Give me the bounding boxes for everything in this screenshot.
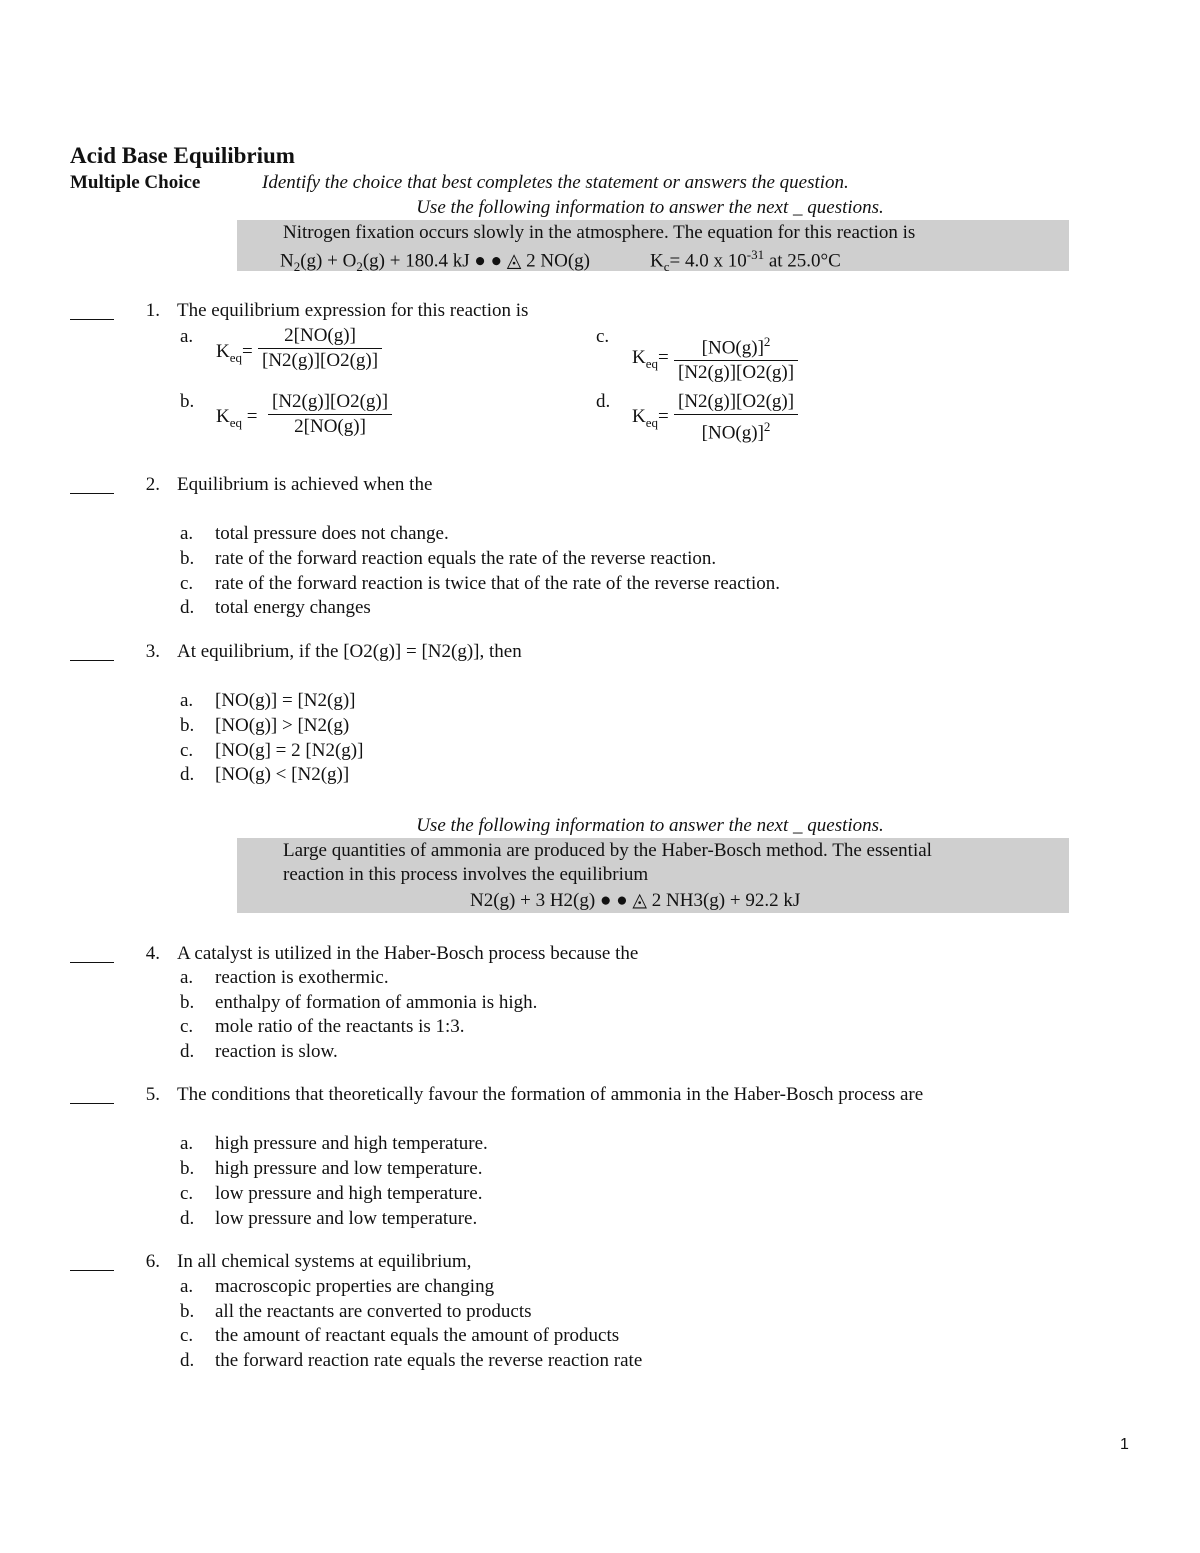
option-text: low pressure and high temperature.	[215, 1183, 483, 1204]
fraction-denominator: [N2(g)][O2(g)]	[262, 350, 379, 371]
option-text: mole ratio of the reactants is 1:3.	[215, 1016, 465, 1037]
question-text-1: The equilibrium expression for this reaction is	[177, 300, 529, 321]
info-box-2	[237, 838, 1069, 913]
answer-blank-1[interactable]	[70, 305, 114, 320]
answer-blank-6[interactable]	[70, 1256, 114, 1271]
eq-part: at 25.0°C	[764, 250, 841, 272]
option-letter: b.	[180, 715, 195, 736]
option-letter: a.	[180, 523, 194, 544]
answer-blank-4[interactable]	[70, 948, 114, 963]
question-number: 6.	[145, 1251, 160, 1272]
keq-sub: eq	[229, 349, 243, 365]
keq-equals: =	[242, 406, 258, 427]
eq-part: (g) + O	[300, 250, 357, 272]
question-number: 1.	[145, 300, 160, 321]
option-text: the amount of reactant equals the amount of products	[215, 1325, 620, 1346]
option-letter: a.	[180, 967, 194, 988]
option-text: total energy changes	[215, 597, 371, 618]
info-box-2-line-1: Large quantities of ammonia are produced by the Haber-Bosch method. The essential	[283, 840, 932, 861]
denominator-exponent: 2	[763, 419, 771, 434]
option-text: rate of the forward reaction is twice that of the rate of the reverse reaction.	[215, 573, 780, 594]
numerator-text: [NO(g)]	[701, 337, 764, 359]
option-text: reaction is exothermic.	[215, 967, 389, 988]
question-number: 4.	[145, 943, 160, 964]
eq-sub: 2	[356, 259, 363, 275]
keq-sub: eq	[229, 414, 243, 430]
keq-k: K	[216, 406, 230, 427]
option-letter: d.	[180, 764, 195, 785]
answer-blank-3[interactable]	[70, 646, 114, 661]
option-text: rate of the forward reaction equals the rate of the reverse reaction.	[215, 548, 717, 569]
keq-equals: =	[658, 347, 669, 368]
option-text: [NO(g)] > [N2(g)	[215, 715, 350, 736]
page-title: Acid Base Equilibrium	[70, 143, 295, 168]
option-letter: c.	[180, 1325, 194, 1346]
question-text-3: At equilibrium, if the [O2(g)] = [N2(g)], then	[177, 641, 522, 662]
keq-sub: eq	[645, 414, 659, 430]
eq-part: N	[280, 250, 294, 272]
option-letter: c.	[180, 1016, 194, 1037]
page-number: 1	[1120, 1436, 1129, 1453]
info-box-1	[237, 220, 1069, 275]
eq-sub: 2	[293, 259, 301, 275]
option-letter: d.	[180, 1350, 195, 1371]
instructions: Identify the choice that best completes the statement or answers the question.	[262, 172, 849, 193]
info-box-2-equation: N2(g) + 3 H2(g) ● ● ◬ 2 NH3(g) + 92.2 kJ	[470, 890, 801, 911]
keq-equals: =	[242, 341, 253, 362]
option-text: the forward reaction rate equals the reverse reaction rate	[215, 1350, 643, 1371]
info-intro-1: Use the following information to answer the next _ questions.	[416, 197, 884, 218]
keq-k: K	[632, 347, 646, 368]
answer-blank-2[interactable]	[70, 479, 114, 494]
option-letter: a.	[180, 326, 194, 347]
option-letter: a.	[180, 1276, 194, 1297]
fraction-b	[268, 390, 392, 439]
answer-blank-5[interactable]	[70, 1089, 114, 1104]
question-text-5: The conditions that theoretically favour the formation of ammonia in the Haber-Bosch process are	[177, 1084, 924, 1105]
eq-part: (g) + 180.4 kJ ● ● ◬ 2 NO(g)	[362, 250, 591, 272]
fraction-denominator: 2[NO(g)]	[294, 416, 366, 437]
option-text: [NO(g)] = [N2(g)]	[215, 690, 356, 711]
denominator-text: [NO(g)]	[701, 422, 764, 444]
eq-part: K	[650, 250, 664, 272]
fraction-numerator: 2[NO(g)]	[258, 324, 382, 349]
fraction-denominator: [N2(g)][O2(g)]	[678, 362, 795, 384]
question-text-4: A catalyst is utilized in the Haber-Bosch process because the	[177, 943, 639, 964]
question-text-2: Equilibrium is achieved when the	[177, 474, 433, 495]
option-letter: a.	[180, 1133, 194, 1154]
info-box-1-equation	[280, 247, 841, 275]
option-text: reaction is slow.	[215, 1041, 338, 1062]
option-letter: d.	[596, 391, 611, 412]
option-letter: c.	[180, 1183, 194, 1204]
info-box-1-line: Nitrogen fixation occurs slowly in the atmosphere. The equation for this reaction is	[283, 222, 916, 243]
option-letter: c.	[180, 573, 194, 594]
eq-sup: -31	[746, 247, 765, 262]
option-text: enthalpy of formation of ammonia is high.	[215, 992, 538, 1013]
question-number: 3.	[145, 641, 160, 662]
question-text-6: In all chemical systems at equilibrium,	[177, 1251, 472, 1272]
info-box-2-line-2: reaction in this process involves the equilibrium	[283, 864, 649, 885]
eq-sub: c	[663, 259, 670, 275]
option-text: [NO(g] = 2 [N2(g)]	[215, 740, 364, 761]
keq-equals: =	[658, 406, 669, 427]
keq-k: K	[632, 406, 646, 427]
option-letter: a.	[180, 690, 194, 711]
question-number: 5.	[145, 1084, 160, 1105]
option-text: macroscopic properties are changing	[215, 1276, 495, 1297]
option-text: high pressure and low temperature.	[215, 1158, 483, 1179]
option-text: [NO(g) < [N2(g)]	[215, 764, 350, 785]
fraction-numerator: [N2(g)][O2(g)]	[268, 390, 392, 415]
option-letter: b.	[180, 548, 195, 569]
option-letter: b.	[180, 391, 195, 412]
numerator-exponent: 2	[763, 334, 771, 349]
option-letter: d.	[180, 1208, 195, 1229]
keq-label	[632, 406, 669, 431]
info-intro-2: Use the following information to answer the next _ questions.	[416, 815, 884, 836]
keq-label	[216, 341, 253, 366]
option-letter: b.	[180, 1301, 195, 1322]
keq-label	[632, 347, 669, 372]
option-letter: d.	[180, 1041, 195, 1062]
option-letter: b.	[180, 1158, 195, 1179]
keq-label	[216, 406, 257, 431]
fraction-c	[674, 330, 798, 385]
option-text: low pressure and low temperature.	[215, 1208, 478, 1229]
fraction-d	[674, 390, 798, 445]
option-letter: c.	[180, 740, 194, 761]
section-heading: Multiple Choice	[70, 172, 201, 193]
eq-part: = 4.0 x 10	[669, 250, 747, 272]
question-number: 2.	[145, 474, 160, 495]
keq-sub: eq	[645, 355, 659, 371]
option-text: all the reactants are converted to products	[215, 1301, 532, 1322]
option-text: high pressure and high temperature.	[215, 1133, 488, 1154]
option-letter: c.	[596, 326, 610, 347]
option-text: total pressure does not change.	[215, 523, 449, 544]
fraction-numerator: [N2(g)][O2(g)]	[674, 390, 798, 415]
fraction-a	[258, 324, 382, 373]
fraction-numerator	[674, 330, 798, 361]
option-letter: b.	[180, 992, 195, 1013]
option-letter: d.	[180, 597, 195, 618]
keq-k: K	[216, 341, 230, 362]
fraction-denominator	[674, 415, 798, 445]
